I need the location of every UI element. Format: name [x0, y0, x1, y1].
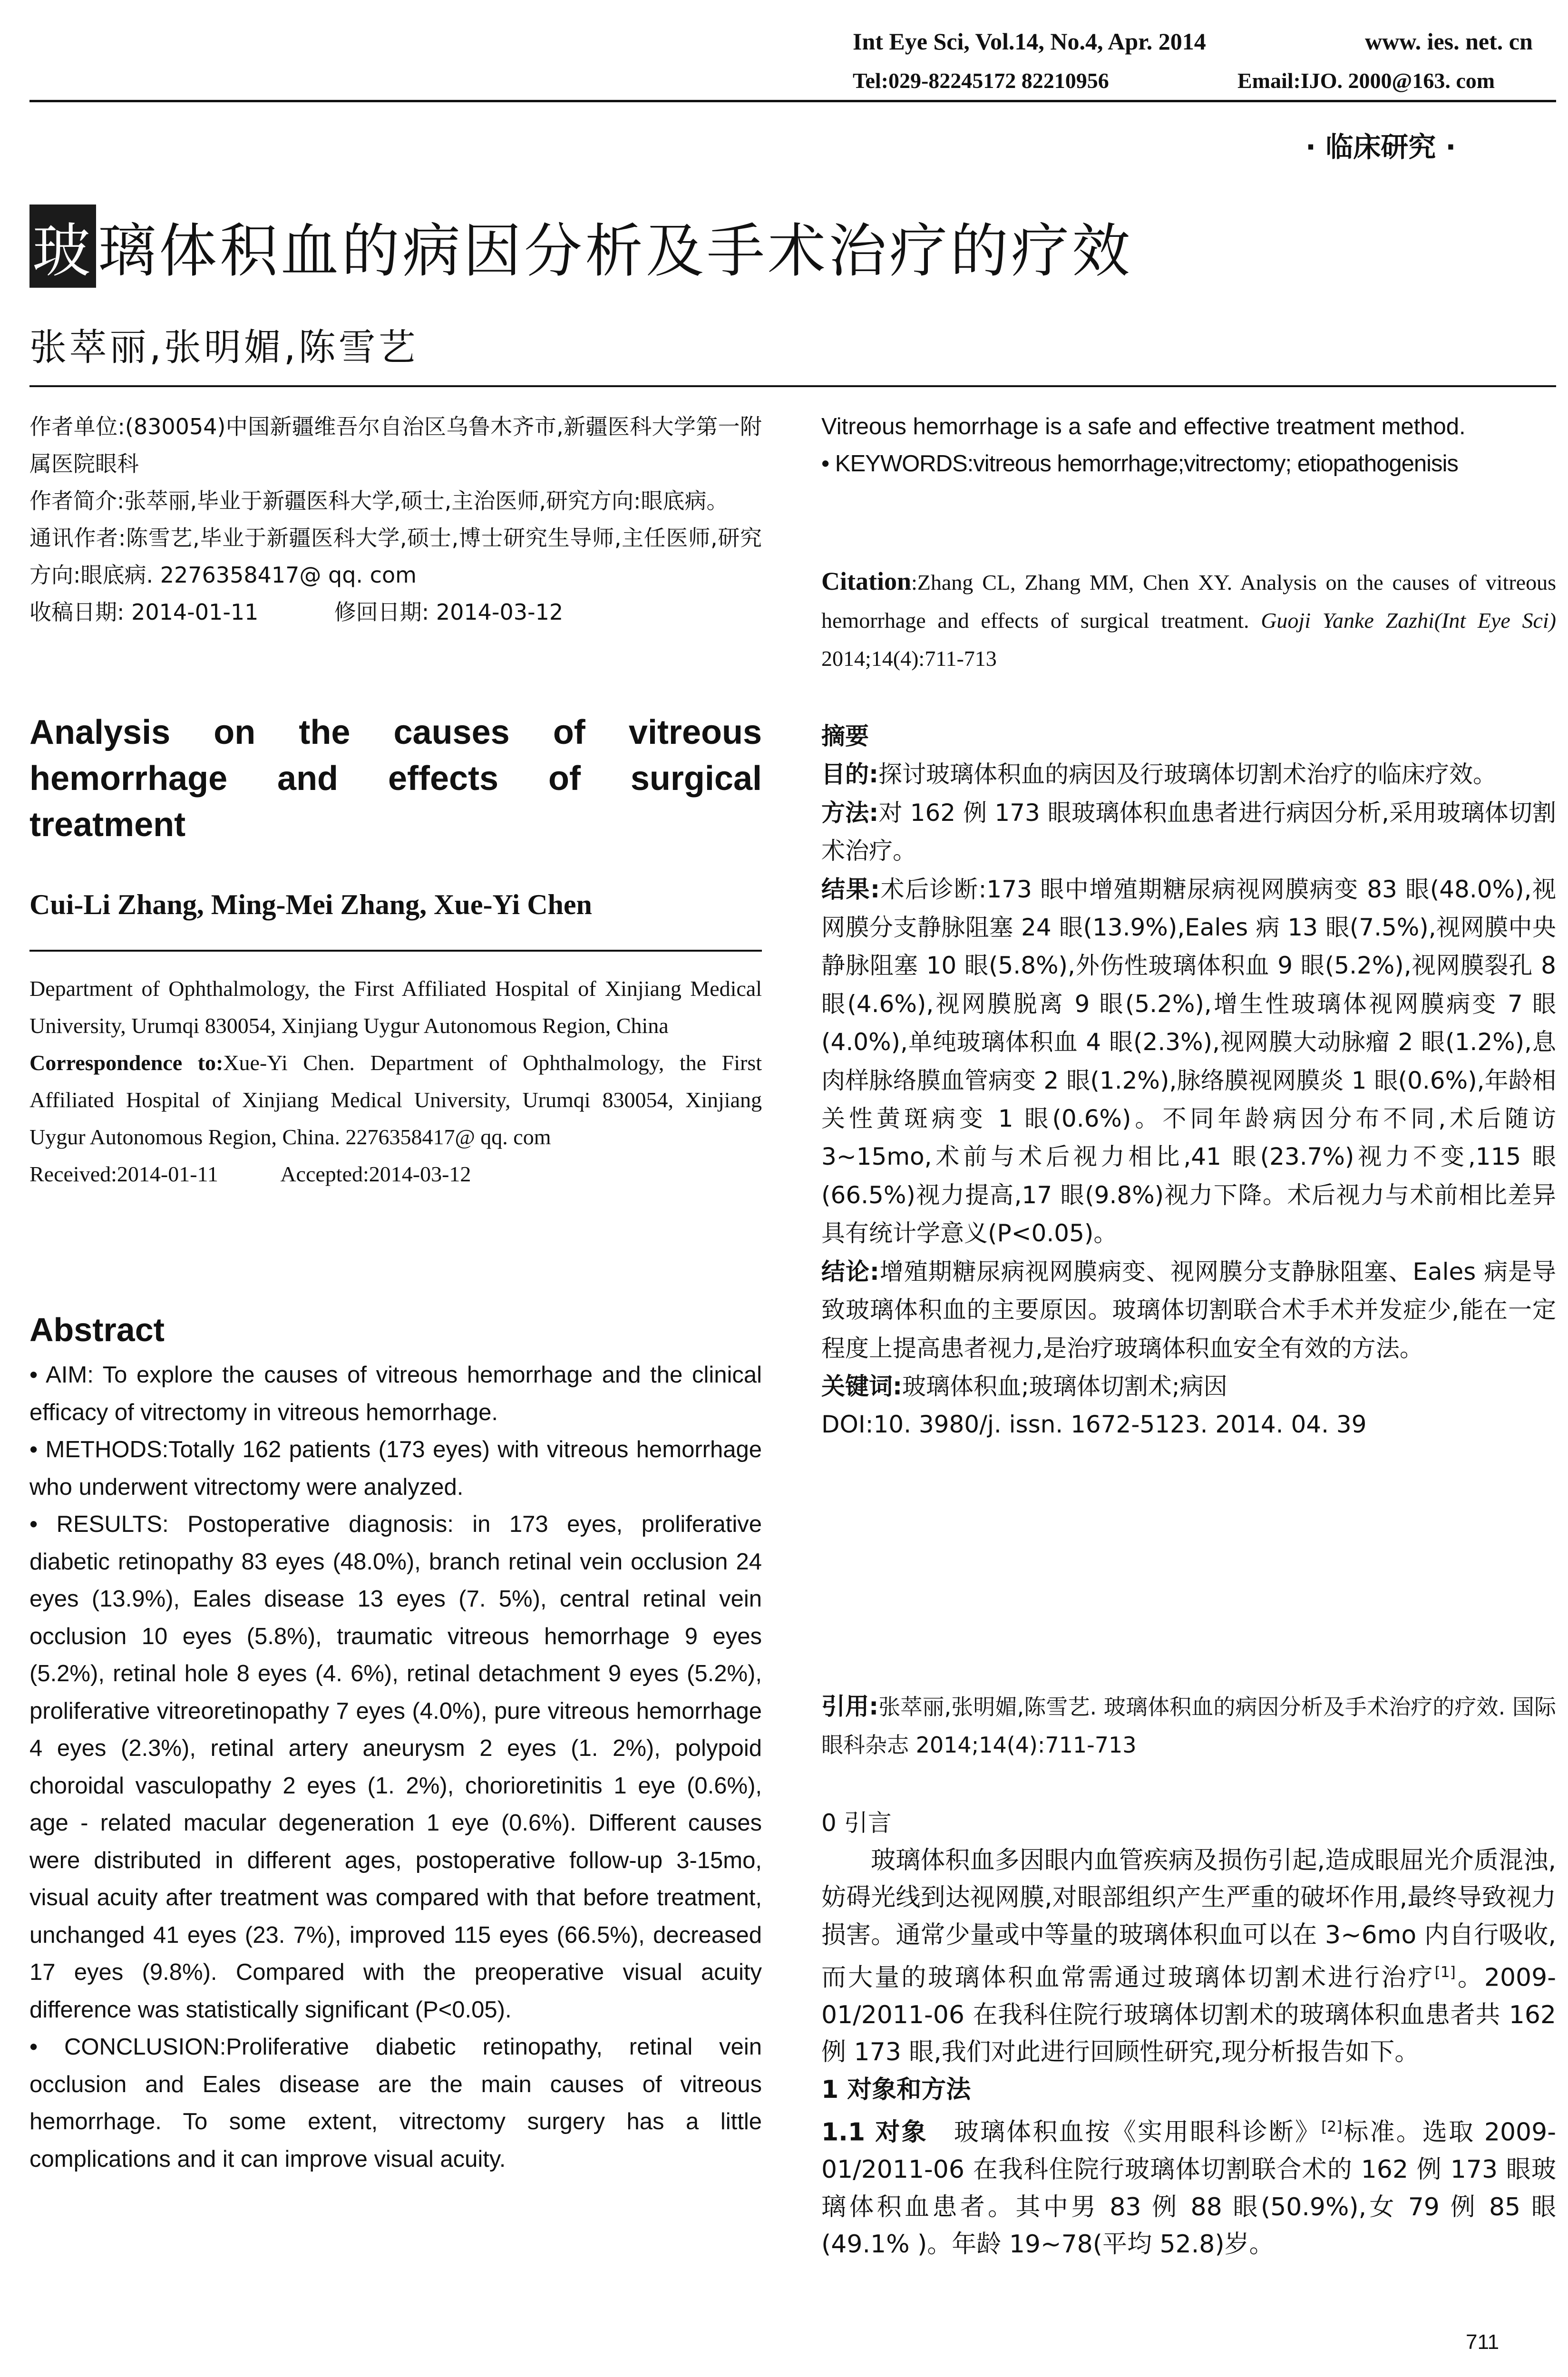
abstract-keywords: • KEYWORDS:vitreous hemorrhage;vitrectomy; etiopathogenisis [821, 451, 1458, 477]
abstract-cn-keywords [821, 1367, 1556, 1405]
received-cn: 收稿日期: 2014-01-11 [29, 599, 259, 625]
abstract-cn-conclusion [821, 1253, 1556, 1367]
header-rule [29, 100, 1556, 102]
methods-label-cn: 方法: [821, 799, 879, 827]
journal-tel: Tel:029-82245172 82210956 [853, 68, 1109, 93]
abstract-en-continued [821, 408, 1556, 482]
abstract-cn-results [821, 870, 1556, 1253]
intro-heading: 0 引言 [821, 1809, 892, 1837]
authors-cn: 张萃丽,张明媚,陈雪艺 [29, 326, 419, 369]
abstract-conclusion-end: Vitreous hemorrhage is a safe and effective treatment method. [821, 414, 1466, 439]
abstract-cn-block [821, 717, 1556, 1444]
correspondence-en [29, 1044, 762, 1156]
title-cn-rest: 璃体积血的病因分析及手术治疗的疗效 [98, 217, 1133, 285]
intro-ref: [1] [1434, 1964, 1456, 1981]
citation-label: Citation [821, 567, 911, 595]
methods-cn: 对 162 例 173 眼玻璃体积血患者进行病因分析,采用玻璃体切割术治疗。 [821, 799, 1556, 865]
journal-email: Email:IJO. 2000@163. com [1237, 68, 1495, 93]
received-en: Received:2014-01-11 [29, 1162, 218, 1186]
conclusion-label-cn: 结论: [821, 1257, 879, 1286]
title-cn [29, 205, 1133, 288]
methods-text2: 标准。选取 2009-01/2011-06 在我科住院行玻璃体切割联合术的 162 例 173 眼玻璃体积血患者。其中男 83 例 88 眼(50.9%),女 79 例 85 眼(49.1% )。年龄 19~78(平均 52.8)岁。 [821, 2118, 1556, 2259]
abstract-heading-en: Abstract [29, 1311, 165, 1348]
methods-text1: 玻璃体积血按《实用眼科诊断》 [952, 2118, 1322, 2147]
author-correspondence: 通讯作者:陈雪艺,毕业于新疆医科大学,硕士,博士研究生导师,主任医师,研究方向:眼底病. 2276358417@ qq. com [29, 525, 762, 588]
citation-text: :Zhang CL, Zhang MM, Chen XY. Analysis on the causes of vitreous hemorrhage and effects of surgical treatment. [821, 570, 1556, 633]
citation-cn-text: 张萃丽,张明媚,陈雪艺. 玻璃体积血的病因分析及手术治疗的疗效. 国际眼科杂志 2014;14(4):711-713 [821, 1694, 1556, 1758]
abstract-conclusion: • CONCLUSION:Proliferative diabetic retinopathy, retinal vein occlusion and Eales disease are the main causes of vitreous hemorrhage. To some extent, vitrectomy surgery has a little complications and it can improve visual acuity. [29, 2034, 762, 2172]
citation-en [821, 562, 1556, 678]
results-label-cn: 结果: [821, 875, 880, 903]
revised-cn: 修回日期: 2014-03-12 [334, 599, 564, 625]
aim-label-cn: 目的: [821, 760, 878, 789]
abstract-results: • RESULTS: Postoperative diagnosis: in 173 eyes, proliferative diabetic retinopathy 83 eyes (48.0%), branch retinal vein occlusion 24 eyes (13.9%), Eales disease 13 eyes (7. 5%), central retinal vein occlusion 10 eyes (5.8%), traumatic vitreous hemorrhage 9 eyes (5.2%), retinal hole 8 eyes (4. 6%), retinal detachment 9 eyes (5.2%), proliferative vitreoretinopathy 7 eyes (4.0%), pure vitreous hemorrhage 4 eyes (2.3%), retinal artery aneurysm 2 eyes (1. 2%), polypoid choroidal vasculopathy 2 eyes (1. 2%), chorioretinitis 1 eye (0.6%), age - related macular degeneration 1 eye (0.6%). Different causes were distributed in different ages, postoperative follow-up 3-15mo, visual acuity after treatment was compared with that before treatment, unchanged 41 eyes (23. 7%), improved 115 eyes (66.5%), decreased 17 eyes (9.8%). Compared with the preoperative visual acuity difference was statistically significant (P<0.05). [29, 1511, 762, 2023]
accepted-en: Accepted:2014-03-12 [280, 1162, 471, 1186]
abstract-aim: • AIM: To explore the causes of vitreous hemorrhage and the clinical efficacy of vitrectomy in vitreous hemorrhage. [29, 1362, 762, 1425]
intro-block [821, 1804, 1556, 2263]
methods-heading: 1 对象和方法 [821, 2075, 971, 2104]
abstract-cn-aim [821, 755, 1556, 793]
abstract-methods: • METHODS:Totally 162 patients (173 eyes) with vitreous hemorrhage who underwent vitrectomy were analyzed. [29, 1437, 762, 1500]
results-cn: 术后诊断:173 眼中增殖期糖尿病视网膜病变 83 眼(48.0%),视网膜分支静脉阻塞 24 眼(13.9%),Eales 病 13 眼(7.5%),视网膜中央静脉阻塞 10 眼(5.8%),外伤性玻璃体积血 9 眼(5.2%),视网膜裂孔 8 眼(4.6%),视网膜脱离 9 眼(5.2%),增生性玻璃体视网膜病变 7 眼(4.0%),单纯玻璃体积血 4 眼(2.3%),视网膜大动脉瘤 2 眼(1.2%),息肉样脉络膜血管病变 2 眼(1.2%),脉络膜视网膜炎 1 眼(0.6%),年龄相关性黄斑病变 1 眼(0.6%)。不同年龄病因分布不同,术后随访 3~15mo,术前与术后视力相比,41 眼(23.7%)视力不变,115 眼(66.5%)视力提高,17 眼(9.8%)视力下降。术后视力与术前相比差异具有统计学意义(P<0.05)。 [821, 875, 1556, 1247]
dates-en [29, 1156, 762, 1193]
author-info-block [29, 408, 762, 631]
journal-info: Int Eye Sci, Vol.14, No.4, Apr. 2014 [853, 28, 1206, 55]
intro-para1: 玻璃体积血多因眼内血管疾病及损伤引起,造成眼屈光介质混浊,妨碍光线到达视网膜,对眼部组织产生严重的破坏作用,最终导致视力损害。通常少量或中等量的玻璃体积血可以在 3~6mo 内自行吸收,而大量的玻璃体积血常需通过玻璃体切割术进行治疗 [821, 1846, 1556, 1992]
title-first-char: 玻 [29, 205, 96, 288]
dates-cn [29, 594, 762, 631]
abstract-en-body [29, 1356, 762, 2178]
journal-website: www. ies. net. cn [1365, 28, 1533, 55]
abstract-heading-cn: 摘要 [821, 722, 869, 750]
citation-journal-abbr: (Int Eye Sci) [1434, 608, 1556, 633]
abstract-cn-methods [821, 794, 1556, 870]
intro-paragraph [821, 1842, 1556, 2071]
author-bio: 作者简介:张萃丽,毕业于新疆医科大学,硕士,主治医师,研究方向:眼底病。 [29, 488, 729, 514]
keywords-cn: 玻璃体积血;玻璃体切割术;病因 [902, 1372, 1227, 1400]
correspondence-label: Correspondence to: [29, 1051, 224, 1075]
citation-ref: 2014;14(4):711-713 [821, 646, 997, 671]
methods-paragraph [821, 2108, 1556, 2263]
intro-para2: 。2009-01/2011-06 在我科住院行玻璃体切割术的玻璃体积血患者共 162 例 173 眼,我们对此进行回顾性研究,现分析报告如下。 [821, 1963, 1556, 2067]
citation-cn [821, 1687, 1556, 1764]
authors-rule [29, 385, 1556, 387]
affiliation-en: Department of Ophthalmology, the First Affiliated Hospital of Xinjiang Medical University, Urumqi 830054, Xinjiang Uygur Autonomous Region, China [29, 976, 762, 1038]
methods-ref: [2] [1321, 2118, 1343, 2136]
aim-cn: 探讨玻璃体积血的病因及行玻璃体切割术治疗的临床疗效。 [878, 760, 1497, 789]
affiliation-block [29, 970, 762, 1193]
authors-en-rule [29, 950, 762, 952]
authors-en: Cui-Li Zhang, Ming-Mei Zhang, Xue-Yi Chen [29, 889, 592, 920]
keywords-label-cn: 关键词: [821, 1372, 902, 1400]
doi: DOI:10. 3980/j. issn. 1672-5123. 2014. 04. 39 [821, 1411, 1367, 1439]
section-label: · 临床研究 · [1305, 131, 1456, 163]
methods-sub-label: 1.1 对象 [821, 2118, 928, 2147]
correspondence-text: Xue-Yi Chen. Department of Ophthalmology, the First Affiliated Hospital of Xinjiang Medical University, Urumqi 830054, Xinjiang Uygur Autonomous Region, China. 2276358417@ qq. com [29, 1051, 762, 1149]
author-unit: 作者单位:(830054)中国新疆维吾尔自治区乌鲁木齐市,新疆医科大学第一附属医院眼科 [29, 414, 762, 477]
citation-journal: Guoji Yanke Zazhi [1261, 608, 1434, 633]
conclusion-cn: 增殖期糖尿病视网膜病变、视网膜分支静脉阻塞、Eales 病是导致玻璃体积血的主要原因。玻璃体切割联合术手术并发症少,能在一定程度上提高患者视力,是治疗玻璃体积血安全有效的方法。 [821, 1257, 1557, 1362]
title-en: Analysis on the causes of vitreous hemorrhage and effects of surgical treatment [29, 713, 762, 844]
page-number: 711 [1466, 2330, 1500, 2354]
citation-cn-label: 引用: [821, 1693, 879, 1720]
